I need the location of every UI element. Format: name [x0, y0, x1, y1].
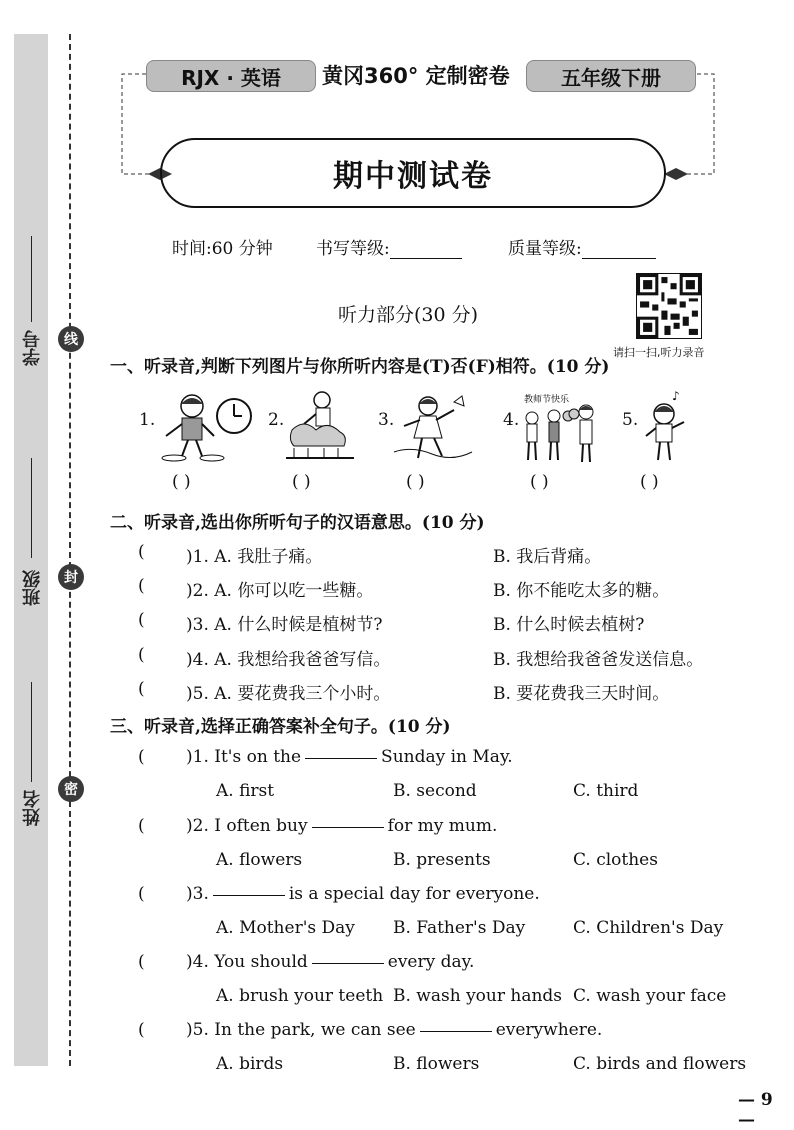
s2-q2-option-b: B. 你不能吃太多的糖。 [493, 581, 670, 601]
qr-caption: 请扫一扫,听力录音 [613, 346, 705, 359]
paren-open[interactable]: ( [138, 645, 145, 665]
writing-grade-blank [390, 240, 462, 259]
s3-q4-stem-post: every day. [387, 952, 475, 972]
student-id-line [31, 236, 32, 322]
paren-open[interactable]: ( [138, 542, 145, 562]
s3-q4-option-c: C. wash your face [573, 986, 727, 1006]
quality-grade-blank [582, 240, 656, 259]
s3-q3-option-a: A. Mother's Day [216, 918, 355, 938]
answer-paren-4[interactable]: ( ) [530, 472, 549, 492]
seal-xian: 线 [58, 326, 84, 352]
s3-q5-stem-pre: )5. In the park, we can see [186, 1020, 416, 1040]
paren-open[interactable]: ( [138, 884, 145, 904]
paren-open[interactable]: ( [138, 679, 145, 699]
paren-open[interactable]: ( [138, 747, 145, 767]
brand-text: 黄冈360° 定制密卷 [322, 64, 510, 88]
s3-q1-option-a: A. first [216, 781, 275, 801]
music-note-icon: ♪ [672, 389, 680, 403]
s3-q2-option-b: B. presents [393, 850, 491, 870]
s3-q3-blank[interactable] [213, 894, 285, 896]
s3-q3-stem-post: is a special day for everyone. [288, 884, 540, 904]
s2-q4-option-b: B. 我想给我爸爸发送信息。 [493, 650, 704, 670]
writing-grade-label: 书写等级: [316, 239, 390, 259]
s2-q1-option-b: B. 我后背痛。 [493, 547, 602, 567]
s3-q2-stem [186, 816, 497, 836]
teachers-day-illustration [516, 392, 600, 466]
s3-q4-stem-pre: )4. You should [186, 952, 308, 972]
picture-number-3: 3. [378, 410, 395, 430]
s3-q4-stem [186, 952, 474, 972]
s2-q1-option-a: )1. A. 我肚子痛。 [186, 547, 323, 567]
s3-q4-blank[interactable] [312, 962, 384, 964]
seal-feng: 封 [58, 564, 84, 590]
s3-q2-stem-pre: )2. I often buy [186, 816, 308, 836]
seal-mi: 密 [58, 776, 84, 802]
section1-title: 一、听录音,判断下列图片与你所听内容是(T)否(F)相符。(10 分) [110, 357, 610, 377]
s3-q5-stem [186, 1020, 602, 1040]
planting-tree-illustration [284, 390, 356, 466]
class-label: 班级 [22, 570, 43, 606]
paren-open[interactable]: ( [138, 576, 145, 596]
s3-q2-blank[interactable] [312, 826, 384, 828]
section3-title: 三、听录音,选择正确答案补全句子。(10 分) [110, 717, 451, 737]
s3-q3-option-c: C. Children's Day [573, 918, 724, 938]
paren-open[interactable]: ( [138, 610, 145, 630]
paren-open[interactable]: ( [138, 952, 145, 972]
girl-playing-illustration [392, 392, 474, 468]
picture-number-4: 4. [503, 410, 520, 430]
s3-q3-stem [186, 884, 540, 904]
name-line [31, 682, 32, 782]
quality-grade [508, 234, 656, 259]
s3-q5-option-a: A. birds [216, 1054, 284, 1074]
quality-grade-label: 质量等级: [508, 239, 582, 259]
picture-number-5: 5. [622, 410, 639, 430]
picture-number-2: 2. [268, 410, 285, 430]
s3-q1-blank[interactable] [305, 757, 377, 759]
s3-q5-option-c: C. birds and flowers [573, 1054, 747, 1074]
s3-q1-stem-post: Sunday in May. [381, 747, 513, 767]
s3-q5-option-b: B. flowers [393, 1054, 480, 1074]
title-box [160, 138, 666, 208]
listening-title: 听力部分(30 分) [338, 304, 479, 326]
teachers-day-banner: 教师节快乐 [524, 395, 570, 405]
answer-paren-5[interactable]: ( ) [640, 472, 659, 492]
subject-pill: RJX · 英语 [146, 60, 316, 92]
student-id-label: 学号 [22, 330, 43, 366]
answer-paren-2[interactable]: ( ) [292, 472, 311, 492]
s3-q4-option-a: A. brush your teeth [216, 986, 384, 1006]
answer-paren-1[interactable]: ( ) [172, 472, 191, 492]
s3-q5-blank[interactable] [420, 1030, 492, 1032]
cut-line [69, 34, 71, 1066]
page-number: — 9 — [738, 1090, 773, 1130]
s2-q2-option-a: )2. A. 你可以吃一些糖。 [186, 581, 374, 601]
s2-q4-option-a: )4. A. 我想给我爸爸写信。 [186, 650, 391, 670]
answer-paren-3[interactable]: ( ) [406, 472, 425, 492]
s3-q3-option-b: B. Father's Day [393, 918, 526, 938]
section2-title: 二、听录音,选出你所听句子的汉语意思。(10 分) [110, 513, 485, 533]
paren-open[interactable]: ( [138, 1020, 145, 1040]
class-line [31, 458, 32, 558]
s3-q2-stem-post: for my mum. [387, 816, 498, 836]
paren-open[interactable]: ( [138, 816, 145, 836]
page-title: 期中测试卷 [333, 159, 493, 194]
s3-q1-option-c: C. third [573, 781, 639, 801]
s3-q1-option-b: B. second [393, 781, 477, 801]
s3-q3-stem-pre: )3. [186, 884, 209, 904]
time-label: 时间:60 分钟 [172, 239, 273, 259]
writing-grade [316, 234, 462, 259]
boy-singing-illustration [642, 388, 702, 468]
s3-q5-stem-post: everywhere. [495, 1020, 603, 1040]
picture-number-1: 1. [139, 410, 156, 430]
name-label: 姓名 [22, 790, 43, 826]
s2-q5-option-b: B. 要花费我三天时间。 [493, 684, 670, 704]
qr-code-icon [636, 273, 702, 339]
s2-q3-option-a: )3. A. 什么时候是植树节? [186, 615, 383, 635]
s2-q3-option-b: B. 什么时候去植树? [493, 615, 645, 635]
boy-with-clock-illustration [152, 392, 256, 466]
s3-q2-option-c: C. clothes [573, 850, 658, 870]
s2-q5-option-a: )5. A. 要花费我三个小时。 [186, 684, 391, 704]
s3-q4-option-b: B. wash your hands [393, 986, 563, 1006]
grade-pill: 五年级下册 [526, 60, 696, 92]
s3-q2-option-a: A. flowers [216, 850, 303, 870]
s3-q1-stem [186, 747, 513, 767]
s3-q1-stem-pre: )1. It's on the [186, 747, 302, 767]
